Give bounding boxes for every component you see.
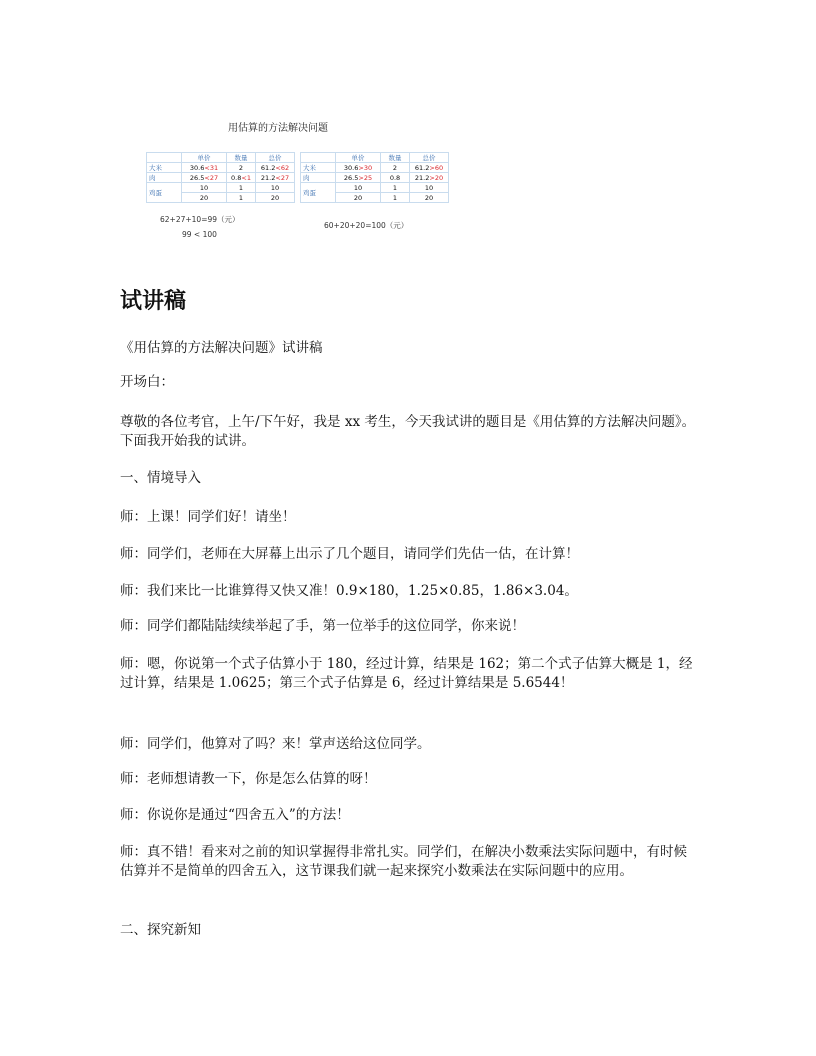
row-label: 大米 <box>147 163 182 173</box>
paragraph: 师：同学们，他算对了吗？来！掌声送给这位同学。 <box>120 736 431 752</box>
table-row <box>147 163 295 173</box>
qty-cell: 2 <box>227 163 256 173</box>
header-cell: 总价 <box>256 153 295 163</box>
total-cell: 10 <box>410 183 449 193</box>
paragraph: 师：同学们，老师在大屏幕上出示了几个题目，请同学们先估一估，在计算！ <box>120 546 579 562</box>
row-label: 肉 <box>301 173 336 183</box>
table-header-row <box>301 153 449 163</box>
paragraph-opening-label: 开场白： <box>120 374 174 390</box>
paragraph-greeting: 尊敬的各位考官，上午/下午好，我是 xx 考生，今天我试讲的题目是《用估算的方法解决问题》。下面我开始我的试讲。 <box>120 414 696 449</box>
price-cell: 26.5<27 <box>182 173 227 183</box>
qty-cell: 1 <box>381 183 410 193</box>
total-cell: 10 <box>256 183 295 193</box>
header-cell: 数量 <box>381 153 410 163</box>
row-label: 鸡蛋 <box>301 183 336 203</box>
paragraph: 师：你说你是通过“四舍五入”的方法！ <box>120 807 350 823</box>
qty-cell: 0.8<1 <box>227 173 256 183</box>
row-label: 大米 <box>301 163 336 173</box>
paragraph-title: 《用估算的方法解决问题》试讲稿 <box>120 340 323 356</box>
table-header-row <box>147 153 295 163</box>
qty-cell: 1 <box>227 183 256 193</box>
table-row <box>301 173 449 183</box>
price-cell: 26.5>25 <box>336 173 381 183</box>
price-cell: 30.6>30 <box>336 163 381 173</box>
header-cell <box>301 153 336 163</box>
total-cell: 61.2<62 <box>256 163 295 173</box>
left-compare-note: 99 < 100 <box>182 230 217 239</box>
total-cell: 61.2>60 <box>410 163 449 173</box>
price-cell: 10 <box>336 183 381 193</box>
paragraph: 师：我们来比一比谁算得又快又准！0.9×180，1.25×0.85，1.86×3.04。 <box>120 583 578 599</box>
paragraph-section-2: 二、探究新知 <box>120 922 201 938</box>
paragraph: 师：同学们都陆陆续续举起了手，第一位举手的这位同学，你来说！ <box>120 618 525 634</box>
right-sum-note: 60+20+20=100（元） <box>324 221 409 230</box>
table-row <box>301 163 449 173</box>
header-cell: 单价 <box>336 153 381 163</box>
total-cell: 21.2<27 <box>256 173 295 183</box>
left-sum-note: 62+27+10=99（元） <box>160 215 240 224</box>
document-heading: 试讲稿 <box>120 289 187 314</box>
qty-cell: 1 <box>381 193 410 203</box>
total-cell: 20 <box>256 193 295 203</box>
table-row <box>147 173 295 183</box>
paragraph: 师：上课！同学们好！请坐！ <box>120 509 296 525</box>
qty-cell: 1 <box>227 193 256 203</box>
paragraph: 师：嗯，你说第一个式子估算小于 180，经过计算，结果是 162；第二个式子估算大概是 1，经过计算，结果是 1.0625；第三个式子估算是 6，经过计算结果是 5.6544！ <box>120 656 693 691</box>
total-cell: 21.2>20 <box>410 173 449 183</box>
total-cell: 20 <box>410 193 449 203</box>
paragraph-section-1: 一、情境导入 <box>120 470 201 486</box>
header-cell: 数量 <box>227 153 256 163</box>
table-row <box>301 183 449 193</box>
qty-cell: 2 <box>381 163 410 173</box>
row-label: 鸡蛋 <box>147 183 182 203</box>
price-cell: 20 <box>182 193 227 203</box>
figure-title: 用估算的方法解决问题 <box>228 123 328 134</box>
row-label: 肉 <box>147 173 182 183</box>
qty-cell: 0.8 <box>381 173 410 183</box>
price-cell: 20 <box>336 193 381 203</box>
right-price-table <box>300 152 449 203</box>
header-cell: 单价 <box>182 153 227 163</box>
header-cell <box>147 153 182 163</box>
paragraph: 师：真不错！看来对之前的知识掌握得非常扎实。同学们，在解决小数乘法实际问题中，有时候估算并不是简单的四舍五入，这节课我们就一起来探究小数乘法在实际问题中的应用。 <box>120 844 687 879</box>
price-cell: 30.6<31 <box>182 163 227 173</box>
table-row <box>147 183 295 193</box>
price-cell: 10 <box>182 183 227 193</box>
header-cell: 总价 <box>410 153 449 163</box>
paragraph: 师：老师想请教一下，你是怎么估算的呀！ <box>120 771 377 787</box>
left-price-table <box>146 152 295 203</box>
